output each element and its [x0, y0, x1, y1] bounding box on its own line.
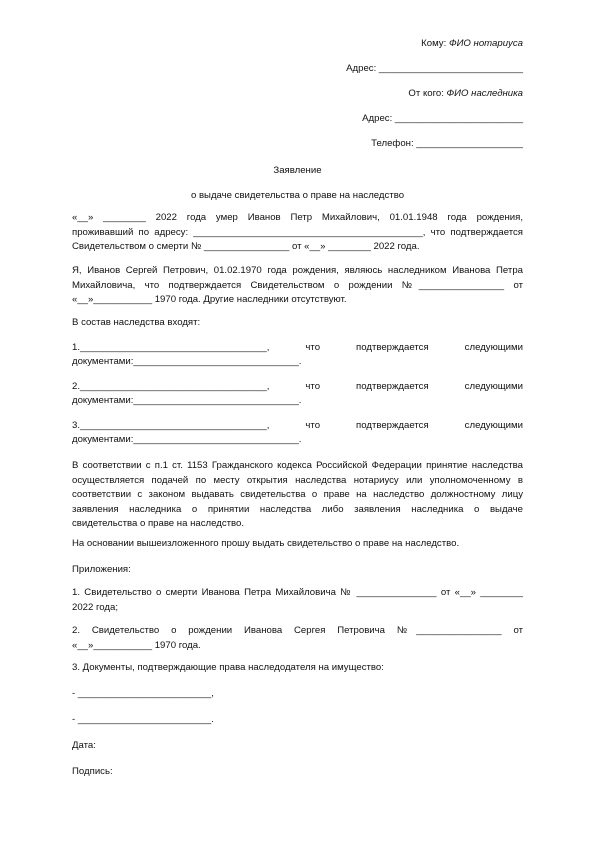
paragraph-death	[72, 211, 523, 255]
word: что	[305, 420, 321, 431]
text-line: 2. Свидетельство о рождении Иванова Сергея Петровича №________________ от	[72, 625, 523, 636]
estate-item-1	[72, 341, 523, 356]
sender-line	[408, 87, 523, 102]
attachments-label: Приложения:	[72, 564, 131, 575]
estate-item-blank: 2.___________________________________,	[72, 381, 270, 392]
recipient-line	[421, 37, 523, 52]
text-line: «__»___________ 1970 года. Другие наследники отсутствуют.	[72, 294, 347, 305]
text-line: «__»___________ 1970 года.	[72, 639, 201, 651]
recipient-value: ФИО нотариуса	[448, 38, 523, 49]
request-paragraph: На основании вышеизложенного прошу выдать свидетельство о праве на наследство.	[72, 538, 460, 549]
word: подтверждается	[356, 420, 429, 431]
text-line: осуществляется подачей по месту открытия наследства нотариусу или уполномоченному в	[72, 474, 523, 486]
text-line: 1. Свидетельство о смерти Иванова Петра Михайловича № _______________ от «__» ________	[72, 587, 523, 598]
document-subtitle: о выдаче свидетельства о праве на наследство	[190, 190, 405, 201]
sender-phone: Телефон: ____________________	[371, 138, 523, 149]
attachment-1	[72, 586, 523, 615]
text-line: Свидетельством о смерти № ________________ от «__» ________ 2022 года.	[72, 241, 420, 252]
sender-label: От кого:	[408, 88, 447, 99]
text-line: В соответствии с п.1 ст. 1153 Гражданского кодекса Российской Федерации принятие наследства	[72, 460, 523, 471]
paragraph-law	[72, 459, 523, 532]
estate-item-2	[72, 380, 523, 395]
attachment-3: 3. Документы, подтверждающие права наследодателя на имущество:	[72, 662, 384, 673]
sender-address: Адрес: ________________________	[362, 113, 523, 124]
recipient-address: Адрес: ___________________________	[346, 63, 523, 74]
paragraph-heir	[72, 264, 523, 308]
text-line: Михайловича, что подтверждается Свидетельством о рождении №________________ от	[72, 279, 523, 291]
estate-item-2-docs: документами:_______________________________.	[72, 395, 302, 406]
word: следующими	[464, 381, 523, 392]
estate-item-1-docs: документами:_______________________________.	[72, 356, 302, 367]
attachment-2	[72, 624, 523, 653]
word: что	[305, 381, 321, 392]
estate-item-blank: 1.___________________________________,	[72, 342, 270, 353]
estate-item-3-docs: документами:_______________________________.	[72, 434, 302, 445]
recipient-label: Кому:	[421, 38, 449, 49]
sender-value: ФИО наследника	[446, 88, 523, 99]
document-title: Заявление	[273, 165, 322, 176]
signature-label: Подпись:	[72, 766, 113, 777]
word: подтверждается	[356, 381, 429, 392]
word: следующими	[464, 420, 523, 431]
word: подтверждается	[356, 342, 429, 353]
text-line: проживавший по адресу: ___________________________________________, что подтверждается	[72, 226, 523, 238]
text-line: свидетельства о праве на наследство.	[72, 518, 245, 529]
property-doc-1: - _________________________,	[72, 688, 214, 699]
text-line: «__» ________ 2022 года умер Иванов Петр Михайлович, 01.01.1948 года рождения,	[72, 212, 523, 223]
estate-item-blank: 3.___________________________________,	[72, 420, 270, 431]
estate-item-3	[72, 419, 523, 434]
estate-intro: В состав наследства входят:	[72, 317, 201, 328]
text-line: Я, Иванов Сергей Петрович, 01.02.1970 года рождения, являюсь наследником Иванова Петра	[72, 265, 523, 276]
property-doc-2: - _________________________.	[72, 714, 214, 725]
word: что	[305, 342, 321, 353]
text-line: заявления наследника о принятии наследства либо заявления наследника о выдаче	[72, 503, 523, 515]
word: следующими	[464, 342, 523, 353]
date-label: Дата:	[72, 740, 96, 751]
text-line: соответствии с законом выдавать свидетельства о праве на наследство должностному лицу	[72, 489, 523, 500]
text-line: 2022 года;	[72, 601, 119, 613]
